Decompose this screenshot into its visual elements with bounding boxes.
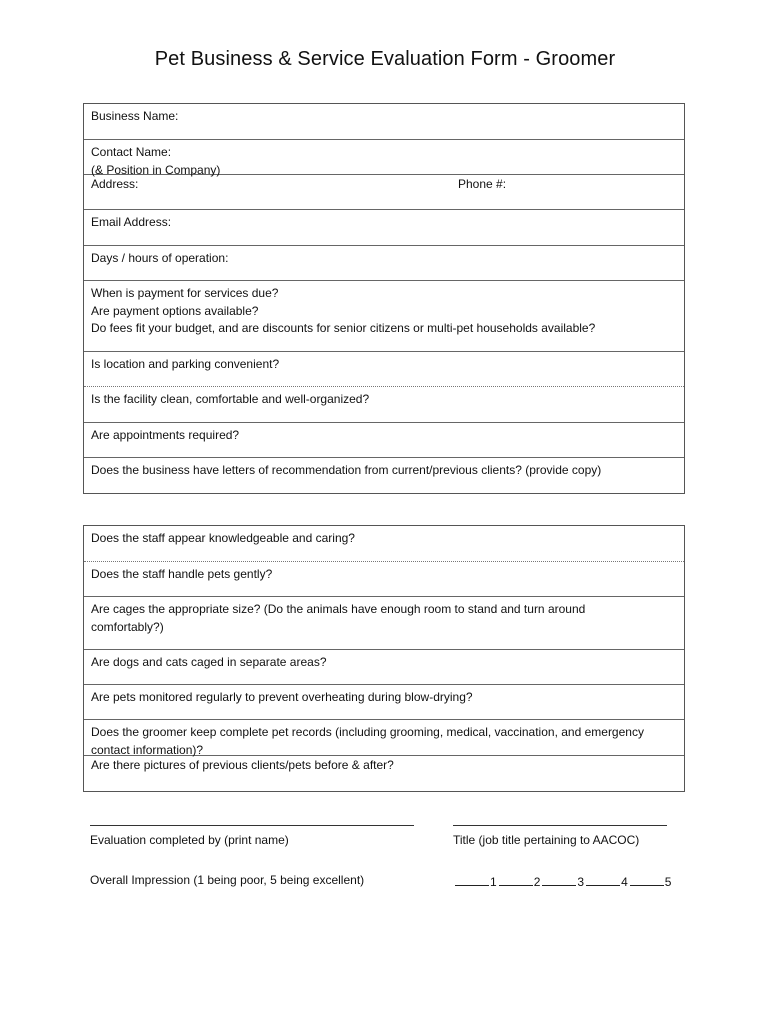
location-row[interactable] [84, 352, 684, 387]
email-label: Email Address: [91, 215, 172, 229]
job-title-label: Title (job title pertaining to AACOC) [453, 833, 640, 847]
impression-label: Overall Impression (1 being poor, 5 being excellent) [90, 873, 365, 887]
staff-knowledge-row[interactable] [84, 526, 684, 562]
business-info-table [83, 103, 685, 494]
dogs-cats-row[interactable] [84, 650, 684, 685]
dogs-cats-label: Are dogs and cats caged in separate areas? [91, 655, 327, 669]
rating-option[interactable]: 2 [533, 875, 541, 889]
days-hours-row[interactable] [84, 246, 684, 281]
rating-blank[interactable] [542, 873, 576, 886]
business-name-row[interactable] [84, 104, 684, 140]
facility-label: Is the facility clean, comfortable and well-organized? [91, 392, 370, 406]
staff-gentle-label: Does the staff handle pets gently? [91, 567, 273, 581]
rating-scale [455, 873, 673, 889]
payment-options-label: Are payment options available? [91, 303, 259, 318]
address-label: Address: [91, 177, 139, 191]
form-title: Pet Business & Service Evaluation Form - Groomer [154, 48, 616, 70]
rating-blank[interactable] [455, 873, 489, 886]
monitored-label: Are pets monitored regularly to prevent overheating during blow-drying? [91, 690, 473, 704]
pictures-row[interactable] [84, 756, 684, 791]
fees-budget-label: Do fees fit your budget, and are discounts for senior citizens or multi-pet households available? [91, 321, 596, 336]
contact-name-label: Contact Name: [91, 145, 172, 159]
facility-row[interactable] [84, 387, 684, 423]
cages-size-label: Are cages the appropriate size? (Do the animals have enough room to stand and turn around comfortably?) [91, 602, 586, 634]
monitored-row[interactable] [84, 685, 684, 720]
staff-care-table [83, 525, 685, 792]
appointments-label: Are appointments required? [91, 428, 240, 442]
rating-option[interactable]: 5 [664, 875, 672, 889]
business-name-label: Business Name: [91, 109, 179, 123]
cages-size-row[interactable] [84, 597, 684, 650]
job-title-line[interactable] [453, 825, 667, 826]
rating-blank[interactable] [630, 873, 664, 886]
pictures-label: Are there pictures of previous clients/pets before & after? [91, 758, 394, 772]
staff-knowledge-label: Does the staff appear knowledgeable and caring? [91, 531, 355, 545]
rating-option[interactable]: 1 [490, 875, 497, 889]
staff-gentle-row[interactable] [84, 562, 684, 597]
recommendation-label: Does the business have letters of recommendation from current/previous clients? (provide copy) [91, 463, 602, 477]
email-row[interactable] [84, 210, 684, 246]
rating-blank[interactable] [499, 873, 533, 886]
days-hours-label: Days / hours of operation: [91, 251, 229, 265]
phone-label: Phone #: [458, 177, 507, 191]
recommendation-row[interactable] [84, 458, 684, 493]
payment-due-label: When is payment for services due? [91, 286, 279, 300]
location-label: Is location and parking convenient? [91, 357, 280, 371]
evaluator-label: Evaluation completed by (print name) [90, 833, 289, 847]
records-row[interactable] [84, 720, 684, 756]
address-row[interactable] [84, 175, 684, 210]
appointments-row[interactable] [84, 423, 684, 458]
evaluator-signature-line[interactable] [90, 825, 414, 826]
rating-blank[interactable] [586, 873, 620, 886]
contact-position-label: (& Position in Company) [91, 162, 221, 177]
payment-row[interactable] [84, 281, 684, 352]
records-label: Does the groomer keep complete pet records (including grooming, medical, vaccination, and emergency contact information)? [91, 725, 644, 757]
contact-name-row[interactable] [84, 140, 684, 175]
rating-option[interactable]: 4 [621, 875, 628, 889]
rating-option[interactable]: 3 [577, 875, 585, 889]
